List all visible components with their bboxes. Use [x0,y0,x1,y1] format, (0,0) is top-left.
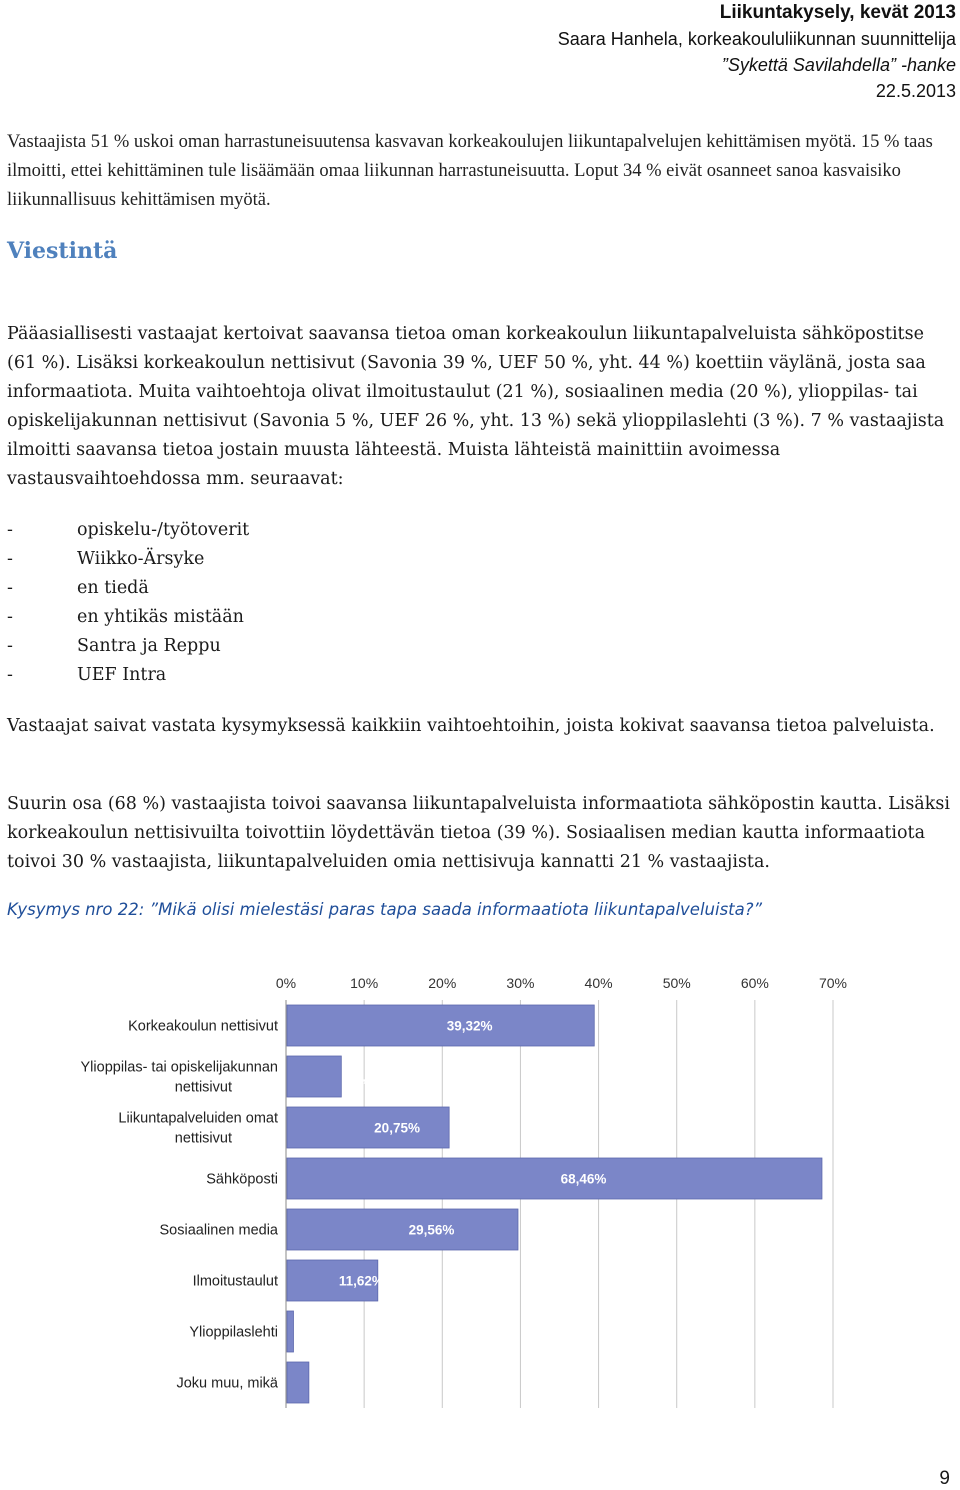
bar-chart [0,960,960,1460]
question-caption: Kysymys nro 22: ”Mikä olisi mielestäsi paras tapa saada informaatiota liikuntapalveluista?” [7,900,763,919]
category-label: Korkeakoulun nettisivut [128,1018,278,1035]
x-tick-label: 40% [584,975,613,991]
x-tick-label: 10% [350,975,379,991]
chart-bar [287,1107,449,1148]
bar-value-label: 20,75% [374,1120,420,1136]
x-tick-label: 0% [275,975,297,991]
bar-value-label: 0,83% [307,1324,346,1340]
chart-bar [287,1311,293,1352]
list-item: - en tiedä [7,578,149,598]
list-item: - opiskelu-/työtoverit [7,520,250,540]
category-label: Ilmoitustaulut [192,1273,278,1290]
bar-value-label: 11,62% [338,1273,384,1289]
list-item: - Wiikko-Ärsyke [7,549,205,569]
list-item: - en yhtikäs mistään [7,607,244,627]
answer-note-paragraph: Vastaajat saivat vastata kysymyksessä kaikkiin vaihtoehtoihin, joista kokivat saavansa tietoa palveluista. [7,716,935,736]
list-item: - Santra ja Reppu [7,636,221,656]
category-label: Ylioppilas- tai opiskelijakunnan nettisivut [80,1059,278,1096]
results-paragraph: Suurin osa (68 %) vastaajista toivoi saavansa liikuntapalveluista informaatiota sähköpostin kautta. Lisäksi korkeakoulun nettisivuilta toivottiin löydettävän tietoa (39 %). Sosiaalisen median kautta informaatiota toivoi 30 % vastaajista, liikuntapalveluiden omia nettisivuja kannatti 21 % vastaajista. [7,794,950,872]
chart-bar [287,1158,822,1199]
project-name: ”Sykettä Savilahdella” -hanke [721,55,956,75]
other-sources-list [7,516,249,690]
chart-bar [287,1362,309,1403]
category-label: Joku muu, mikä [176,1375,278,1392]
page-number: 9 [939,1468,950,1489]
x-tick-label: 50% [662,975,691,991]
page-header [558,0,956,104]
x-tick-label: 70% [818,975,848,991]
list-item: - UEF Intra [7,665,167,685]
bar-value-label: 6,95% [355,1069,394,1085]
document-date: 22.5.2013 [875,81,956,101]
category-label: Liikuntapalveluiden omat nettisivut [118,1110,278,1147]
section-heading: Viestintä [7,238,118,264]
bar-value-label: 39,32% [446,1018,493,1034]
author-line: Saara Hanhela, korkeakoululiikunnan suunnittelija [557,29,956,49]
document-title: Liikuntakysely, kevät 2013 [719,2,956,23]
bar-value-label: 68,46% [560,1171,607,1187]
x-tick-label: 20% [428,975,457,991]
x-tick-label: 60% [740,975,769,991]
bar-value-label: 2,8% [326,1375,358,1391]
category-label: Sähköposti [206,1171,278,1188]
chart-bar [287,1005,594,1046]
chart-bar [287,1209,518,1250]
communication-paragraph: Pääasiallisesti vastaajat kertoivat saavansa tietoa oman korkeakoulun liikuntapalveluista sähköpostitse (61 %). Lisäksi korkeakoulun nettisivut (Savonia 39 %, UEF 50 %, yht. 44 %) koettiin väylänä, josta saa informaatiota. Muita vaihtoehtoja olivat ilmoitustaulut (21 %), sosiaalinen media (20 %), ylioppilas- tai opiskelijakunnan nettisivut (Savonia 5 %, UEF 26 %, yht. 13 %) sekä ylioppilaslehti (3 %). 7 % vastaajista ilmoitti saavansa tietoa jostain muusta lähteestä. Muista lähteistä mainittiin avoimessa vastausvaihtoehdossa mm. seuraavat: [7,324,945,489]
bar-value-label: 29,56% [408,1222,455,1238]
intro-paragraph: Vastaajista 51 % uskoi oman harrastuneisuutensa kasvavan korkeakoulujen liikuntapalvelujen kehittämisen myötä. 15 % taas ilmoitti, ettei kehittäminen tule lisäämään omaa liikunnan harrastuneisuutta. Loput 34 % eivät osanneet sanoa kasvaisiko liikunnallisuus kehittämisen myötä. [7,132,933,210]
chart-bar [287,1056,341,1097]
category-label: Ylioppilaslehti [189,1324,278,1341]
category-label: Sosiaalinen media [159,1222,278,1239]
x-tick-label: 30% [506,975,535,991]
